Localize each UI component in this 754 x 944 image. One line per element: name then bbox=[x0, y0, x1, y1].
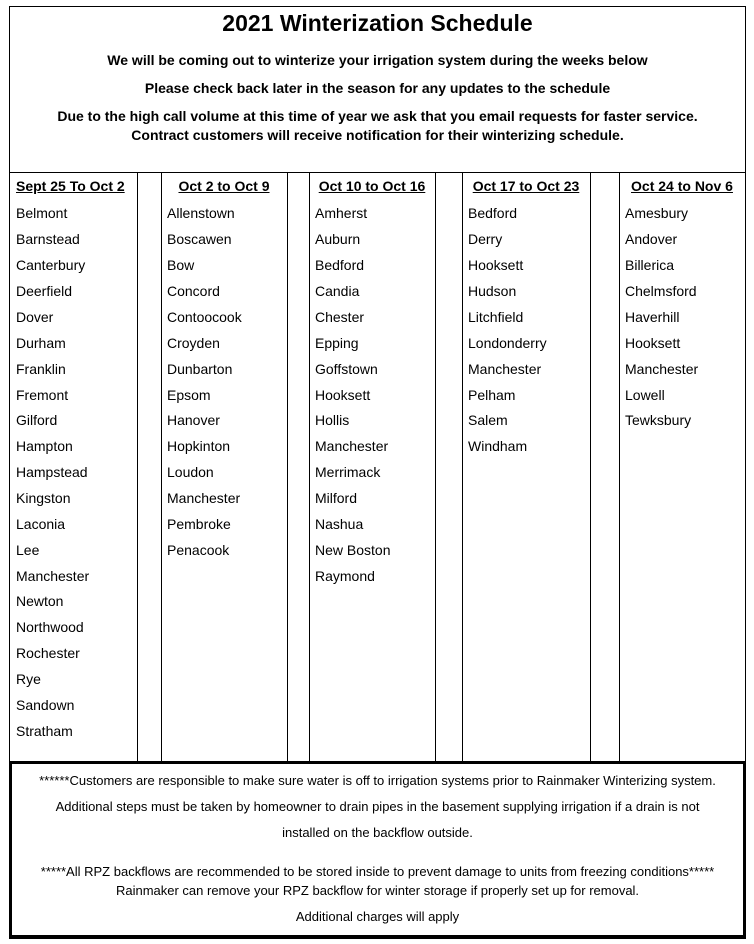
footer-line-6: Additional charges will apply bbox=[295, 909, 460, 924]
town-item: Litchfield bbox=[468, 309, 524, 325]
column-divider bbox=[590, 173, 591, 761]
town-item: Franklin bbox=[16, 361, 66, 377]
column-divider bbox=[137, 173, 138, 761]
page-title: 2021 Winterization Schedule bbox=[222, 10, 533, 36]
week-column-3 bbox=[309, 173, 435, 761]
town-item: Hooksett bbox=[468, 257, 524, 273]
town-item: Northwood bbox=[16, 619, 84, 635]
town-item: Loudon bbox=[167, 464, 214, 480]
town-item: Hooksett bbox=[315, 387, 371, 403]
town-item: Chelmsford bbox=[625, 283, 697, 299]
town-item: Nashua bbox=[315, 516, 364, 532]
footer-line-4: *****All RPZ backflows are recommended to be stored inside to prevent damage to units from freezing conditions***** bbox=[40, 864, 715, 879]
town-item: Pelham bbox=[468, 387, 516, 403]
town-item: Concord bbox=[167, 283, 220, 299]
town-item: Hooksett bbox=[625, 335, 681, 351]
town-item: Allenstown bbox=[167, 205, 235, 221]
schedule-sheet bbox=[9, 6, 746, 939]
town-item: Londonderry bbox=[468, 335, 547, 351]
town-item: Rochester bbox=[16, 645, 80, 661]
town-item: Andover bbox=[625, 231, 678, 247]
column-divider bbox=[435, 173, 436, 761]
week-heading: Oct 24 to Nov 6 bbox=[631, 178, 733, 194]
town-item: Durham bbox=[16, 335, 66, 351]
town-item: Raymond bbox=[315, 568, 375, 584]
week-column-4 bbox=[462, 173, 590, 761]
town-item: Salem bbox=[468, 412, 508, 428]
town-item: Manchester bbox=[468, 361, 542, 377]
town-item: Barnstead bbox=[16, 231, 80, 247]
town-item: Manchester bbox=[167, 490, 241, 506]
week-heading: Oct 10 to Oct 16 bbox=[318, 178, 426, 194]
town-item: Contoocook bbox=[167, 309, 242, 325]
town-item: Epsom bbox=[167, 387, 211, 403]
header-line-4: Contract customers will receive notification for their winterizing schedule. bbox=[131, 127, 624, 143]
schedule-header bbox=[10, 7, 745, 173]
town-item: Manchester bbox=[625, 361, 699, 377]
week-column-5 bbox=[619, 173, 745, 761]
footer-line-3: installed on the backflow outside. bbox=[282, 825, 473, 840]
town-item: Lowell bbox=[625, 387, 665, 403]
town-item: Bow bbox=[167, 257, 195, 273]
town-item: Milford bbox=[315, 490, 358, 506]
schedule-footer bbox=[10, 761, 745, 938]
town-item: Laconia bbox=[16, 516, 66, 532]
town-item: Kingston bbox=[16, 490, 71, 506]
footer-line-2: Additional steps must be taken by homeowner to drain pipes in the basement supplying irrigation if a drain is not bbox=[55, 799, 700, 814]
town-item: Dover bbox=[16, 309, 54, 325]
town-item: Croyden bbox=[167, 335, 220, 351]
town-item: Hampton bbox=[16, 438, 73, 454]
town-item: Gilford bbox=[16, 412, 58, 428]
town-item: Windham bbox=[468, 438, 528, 454]
town-item: Merrimack bbox=[315, 464, 381, 480]
town-item: Lee bbox=[16, 542, 40, 558]
column-divider bbox=[287, 173, 288, 761]
town-item: Dunbarton bbox=[167, 361, 233, 377]
town-item: Goffstown bbox=[315, 361, 378, 377]
header-line-3: Due to the high call volume at this time of year we ask that you email requests for faster service. bbox=[57, 108, 698, 124]
week-heading: Sept 25 To Oct 2 bbox=[16, 178, 125, 194]
town-item: Billerica bbox=[625, 257, 675, 273]
town-item: Hudson bbox=[468, 283, 517, 299]
town-item: Chester bbox=[315, 309, 365, 325]
town-item: Bedford bbox=[468, 205, 518, 221]
week-heading: Oct 17 to Oct 23 bbox=[472, 178, 580, 194]
town-item: Hanover bbox=[167, 412, 220, 428]
header-line-1: We will be coming out to winterize your irrigation system during the weeks below bbox=[107, 52, 648, 68]
week-column-1 bbox=[10, 173, 137, 761]
header-line-2: Please check back later in the season for any updates to the schedule bbox=[144, 80, 611, 96]
town-item: Pembroke bbox=[167, 516, 231, 532]
town-item: Rye bbox=[16, 671, 41, 687]
town-item: New Boston bbox=[315, 542, 391, 558]
week-column-2 bbox=[161, 173, 287, 761]
town-item: Penacook bbox=[167, 542, 230, 558]
town-item: Stratham bbox=[16, 723, 73, 739]
town-item: Fremont bbox=[16, 387, 69, 403]
town-item: Sandown bbox=[16, 697, 75, 713]
town-item: Canterbury bbox=[16, 257, 86, 273]
footer-line-1: ******Customers are responsible to make sure water is off to irrigation systems prior to Rainmaker Winterizing system. bbox=[39, 773, 716, 788]
town-item: Amherst bbox=[315, 205, 368, 221]
town-item: Hopkinton bbox=[167, 438, 231, 454]
town-item: Hollis bbox=[315, 412, 350, 428]
town-item: Haverhill bbox=[625, 309, 680, 325]
town-item: Bedford bbox=[315, 257, 365, 273]
town-item: Amesbury bbox=[625, 205, 689, 221]
town-item: Tewksbury bbox=[625, 412, 692, 428]
town-item: Auburn bbox=[315, 231, 361, 247]
town-item: Candia bbox=[315, 283, 360, 299]
footer-line-5: Rainmaker can remove your RPZ backflow for winter storage if properly set up for removal. bbox=[115, 883, 640, 898]
town-item: Belmont bbox=[16, 205, 68, 221]
town-item: Manchester bbox=[16, 568, 90, 584]
town-item: Epping bbox=[315, 335, 359, 351]
week-heading: Oct 2 to Oct 9 bbox=[178, 178, 270, 194]
town-item: Manchester bbox=[315, 438, 389, 454]
town-item: Boscawen bbox=[167, 231, 232, 247]
town-item: Newton bbox=[16, 593, 64, 609]
town-item: Derry bbox=[468, 231, 503, 247]
town-item: Deerfield bbox=[16, 283, 73, 299]
town-item: Hampstead bbox=[16, 464, 88, 480]
